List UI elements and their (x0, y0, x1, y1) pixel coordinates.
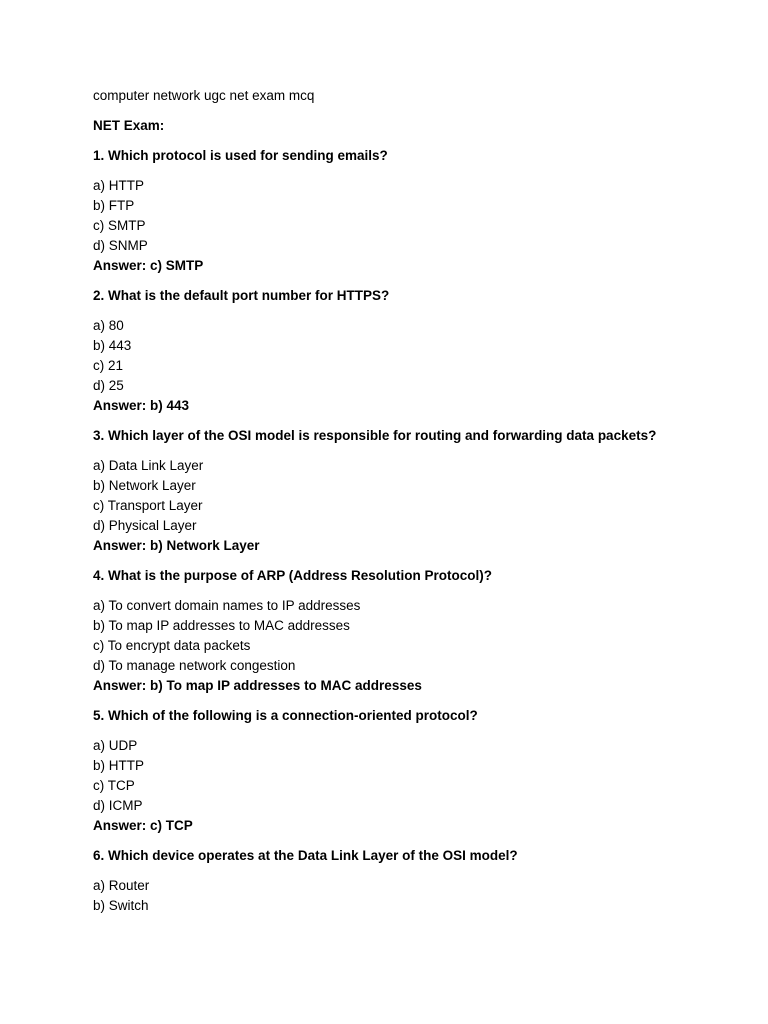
option-b: b) Network Layer (93, 478, 196, 493)
option-c: c) SMTP (93, 218, 146, 233)
question-text: 3. Which layer of the OSI model is responsible for routing and forwarding data packets? (93, 428, 657, 443)
option-b: b) Switch (93, 898, 149, 913)
answer-text: Answer: b) To map IP addresses to MAC addresses (93, 678, 422, 693)
document-title: computer network ugc net exam mcq (93, 88, 315, 103)
option-c: c) To encrypt data packets (93, 638, 251, 653)
option-a: a) Data Link Layer (93, 458, 204, 473)
question-text: 2. What is the default port number for HTTPS? (93, 288, 390, 303)
question-block-4 (93, 566, 733, 696)
option-c: c) TCP (93, 778, 135, 793)
question-text: 4. What is the purpose of ARP (Address Resolution Protocol)? (93, 568, 493, 583)
option-a: a) To convert domain names to IP addresses (93, 598, 361, 613)
option-d: d) To manage network congestion (93, 658, 296, 673)
option-b: b) FTP (93, 198, 135, 213)
section-heading: NET Exam: (93, 118, 165, 133)
question-block-1 (93, 146, 733, 276)
option-d: d) ICMP (93, 798, 143, 813)
question-block-3 (93, 426, 733, 556)
option-a: a) UDP (93, 738, 138, 753)
document-body (93, 86, 733, 916)
option-c: c) Transport Layer (93, 498, 203, 513)
option-b: b) 443 (93, 338, 132, 353)
question-block-2 (93, 286, 733, 416)
question-text: 5. Which of the following is a connection-oriented protocol? (93, 708, 478, 723)
answer-text: Answer: b) 443 (93, 398, 190, 413)
option-a: a) Router (93, 878, 150, 893)
answer-text: Answer: c) SMTP (93, 258, 204, 273)
option-d: d) SNMP (93, 238, 148, 253)
question-text: 6. Which device operates at the Data Link Layer of the OSI model? (93, 848, 518, 863)
option-d: d) 25 (93, 378, 124, 393)
option-a: a) 80 (93, 318, 124, 333)
question-text: 1. Which protocol is used for sending emails? (93, 148, 388, 163)
option-b: b) To map IP addresses to MAC addresses (93, 618, 350, 633)
question-block-6 (93, 846, 733, 916)
answer-text: Answer: c) TCP (93, 818, 193, 833)
question-block-5 (93, 706, 733, 836)
option-d: d) Physical Layer (93, 518, 197, 533)
option-b: b) HTTP (93, 758, 145, 773)
option-a: a) HTTP (93, 178, 145, 193)
option-c: c) 21 (93, 358, 124, 373)
answer-text: Answer: b) Network Layer (93, 538, 260, 553)
